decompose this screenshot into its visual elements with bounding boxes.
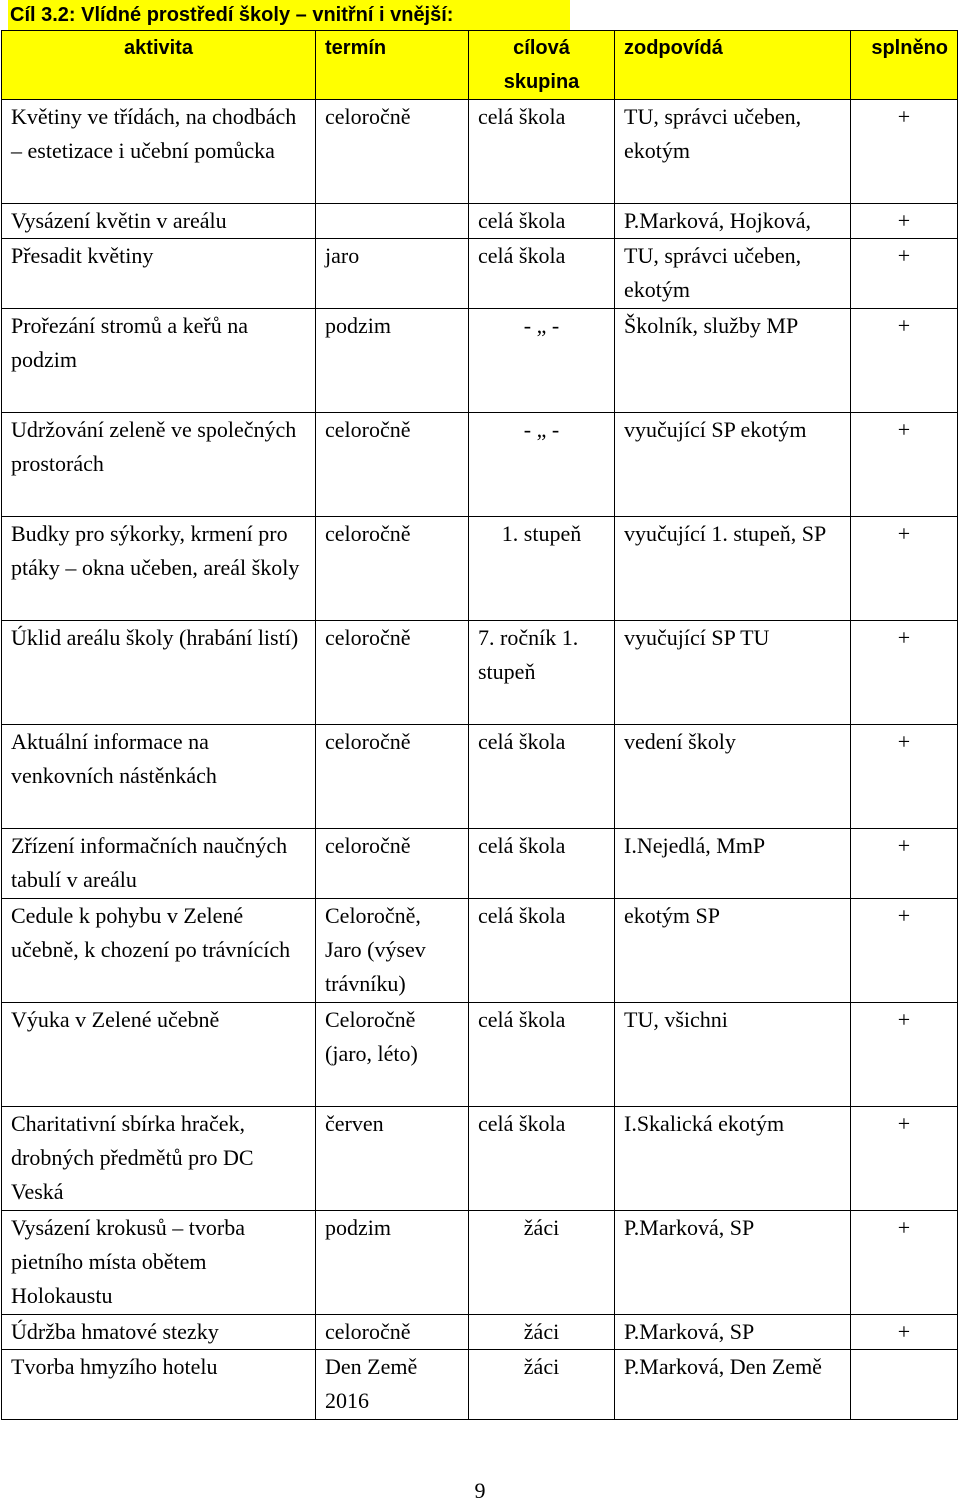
column-header-zodpovida: zodpovídá [615, 31, 851, 100]
cell-termin: Celoročně, Jaro (výsev trávníku) [316, 899, 469, 1003]
table-row [2, 239, 958, 309]
table-row [2, 1350, 958, 1420]
cell-zodpovida: TU, všichni [615, 1003, 851, 1107]
cell-splneno: + [851, 725, 958, 829]
cell-zodpovida: I.Nejedlá, MmP [615, 829, 851, 899]
table-row [2, 204, 958, 239]
cell-aktivita: Květiny ve třídách, na chodbách – estetizace i učební pomůcka [2, 100, 316, 204]
cell-cilova-skupina: celá škola [469, 1003, 615, 1107]
cell-aktivita: Zřízení informačních naučných tabulí v areálu [2, 829, 316, 899]
cell-cilova-skupina: celá škola [469, 204, 615, 239]
cell-aktivita: Vysázení krokusů – tvorba pietního místa obětem Holokaustu [2, 1211, 316, 1315]
cell-termin: celoročně [316, 1315, 469, 1350]
cell-splneno: + [851, 517, 958, 621]
cell-zodpovida: TU, správci učeben, ekotým [615, 239, 851, 309]
table-row [2, 899, 958, 1003]
table-row [2, 725, 958, 829]
cell-cilova-skupina: žáci [469, 1315, 615, 1350]
cell-termin: celoročně [316, 100, 469, 204]
cell-splneno: + [851, 413, 958, 517]
activity-table [1, 30, 958, 1420]
cell-termin: Celoročně (jaro, léto) [316, 1003, 469, 1107]
cell-splneno: + [851, 1315, 958, 1350]
cell-cilova-skupina: celá škola [469, 100, 615, 204]
table-row [2, 621, 958, 725]
cell-cilova-skupina: - „ - [469, 309, 615, 413]
cell-zodpovida: Školník, služby MP [615, 309, 851, 413]
table-row [2, 1211, 958, 1315]
cell-zodpovida: vedení školy [615, 725, 851, 829]
cell-zodpovida: I.Skalická ekotým [615, 1107, 851, 1211]
cell-splneno: + [851, 829, 958, 899]
cell-termin [316, 204, 469, 239]
cell-zodpovida: ekotým SP [615, 899, 851, 1003]
cell-splneno: + [851, 1003, 958, 1107]
cell-splneno: + [851, 621, 958, 725]
cell-termin: celoročně [316, 725, 469, 829]
table-row [2, 309, 958, 413]
cell-zodpovida: P.Marková, Hojková, [615, 204, 851, 239]
cell-aktivita: Výuka v Zelené učebně [2, 1003, 316, 1107]
cell-zodpovida: vyučující SP TU [615, 621, 851, 725]
cell-termin: Den Země 2016 [316, 1350, 469, 1420]
cell-cilova-skupina: celá škola [469, 829, 615, 899]
cell-termin: podzim [316, 309, 469, 413]
cell-splneno: + [851, 239, 958, 309]
cell-cilova-skupina: žáci [469, 1211, 615, 1315]
column-header-aktivita: aktivita [2, 31, 316, 100]
table-row [2, 1315, 958, 1350]
cell-cilova-skupina: 7. ročník 1. stupeň [469, 621, 615, 725]
cell-cilova-skupina: žáci [469, 1350, 615, 1420]
cell-zodpovida: vyučující SP ekotým [615, 413, 851, 517]
cell-cilova-skupina: celá škola [469, 725, 615, 829]
table-row [2, 829, 958, 899]
table-row [2, 413, 958, 517]
cell-splneno: + [851, 899, 958, 1003]
table-row [2, 100, 958, 204]
cell-aktivita: Přesadit květiny [2, 239, 316, 309]
cell-zodpovida: P.Marková, Den Země [615, 1350, 851, 1420]
cell-cilova-skupina: 1. stupeň [469, 517, 615, 621]
cell-cilova-skupina: celá škola [469, 899, 615, 1003]
section-heading: Cíl 3.2: Vlídné prostředí školy – vnitřní i vnější: [8, 0, 570, 30]
cell-aktivita: Aktuální informace na venkovních nástěnkách [2, 725, 316, 829]
cell-splneno: + [851, 204, 958, 239]
cell-termin: celoročně [316, 413, 469, 517]
cell-termin: celoročně [316, 829, 469, 899]
cell-splneno [851, 1350, 958, 1420]
cell-cilova-skupina: celá škola [469, 239, 615, 309]
cell-zodpovida: P.Marková, SP [615, 1211, 851, 1315]
cell-cilova-skupina: - „ - [469, 413, 615, 517]
cell-termin: podzim [316, 1211, 469, 1315]
cell-splneno: + [851, 100, 958, 204]
column-header-termin: termín [316, 31, 469, 100]
cell-aktivita: Charitativní sbírka hraček, drobných předmětů pro DC Veská [2, 1107, 316, 1211]
cell-termin: celoročně [316, 621, 469, 725]
cell-splneno: + [851, 1211, 958, 1315]
table-row [2, 1107, 958, 1211]
cell-aktivita: Úklid areálu školy (hrabání listí) [2, 621, 316, 725]
cell-termin: celoročně [316, 517, 469, 621]
table-row [2, 1003, 958, 1107]
table-header-row [2, 31, 958, 100]
cell-aktivita: Cedule k pohybu v Zelené učebně, k chození po trávnících [2, 899, 316, 1003]
page-number: 9 [474, 1478, 486, 1503]
cell-aktivita: Tvorba hmyzího hotelu [2, 1350, 316, 1420]
table-row [2, 517, 958, 621]
column-header-cilova-skupina: cílová skupina [469, 31, 615, 100]
cell-aktivita: Vysázení květin v areálu [2, 204, 316, 239]
cell-termin: červen [316, 1107, 469, 1211]
cell-zodpovida: TU, správci učeben, ekotým [615, 100, 851, 204]
cell-aktivita: Budky pro sýkorky, krmení pro ptáky – okna učeben, areál školy [2, 517, 316, 621]
column-header-splneno: splněno [851, 31, 958, 100]
cell-aktivita: Údržba hmatové stezky [2, 1315, 316, 1350]
cell-zodpovida: P.Marková, SP [615, 1315, 851, 1350]
cell-splneno: + [851, 1107, 958, 1211]
cell-splneno: + [851, 309, 958, 413]
cell-termin: jaro [316, 239, 469, 309]
cell-aktivita: Prořezání stromů a keřů na podzim [2, 309, 316, 413]
cell-cilova-skupina: celá škola [469, 1107, 615, 1211]
cell-zodpovida: vyučující 1. stupeň, SP [615, 517, 851, 621]
cell-aktivita: Udržování zeleně ve společných prostorách [2, 413, 316, 517]
